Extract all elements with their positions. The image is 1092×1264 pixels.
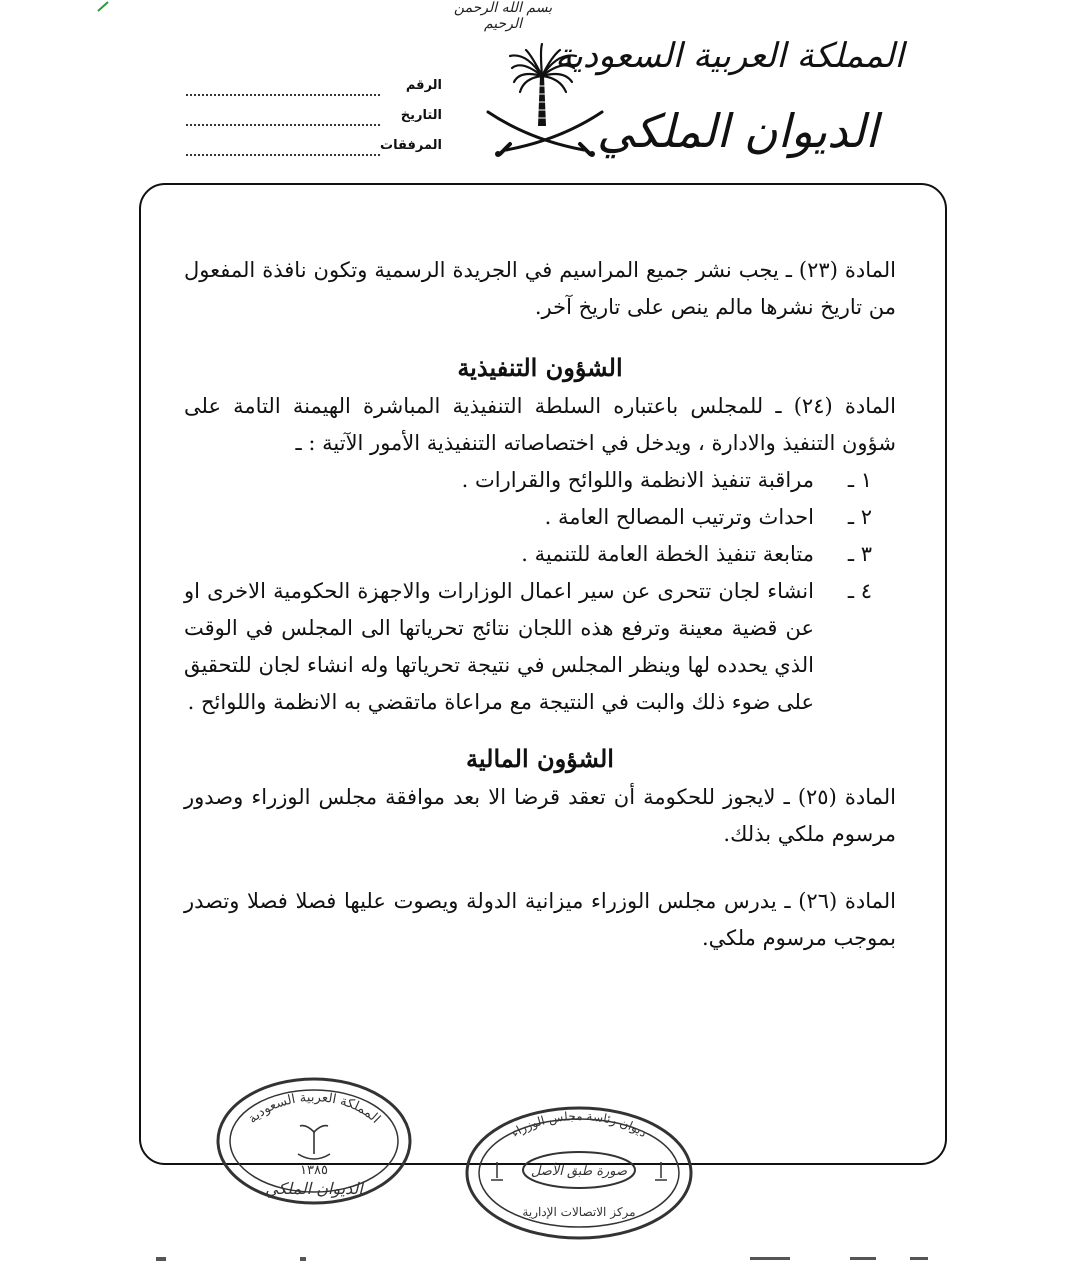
council-of-ministers-seal [463, 1104, 695, 1242]
date-label: التاريخ [400, 108, 442, 123]
article-24: المادة (٢٤) ـ للمجلس باعتباره السلطة التنفيذية المباشرة الهيمنة التامة على شؤون التنفيذ والادارة ، ويدخل في اختصاصاته التنفيذية الأمور الآتية : ـ [184, 394, 896, 455]
royal-court-name: الديوان الملكي [596, 104, 878, 158]
article-26: المادة (٢٦) ـ يدرس مجلس الوزراء ميزانية الدولة ويصوت عليها فصلا فصلا وتصدر بموجب مرسوم ملكي. [184, 889, 897, 950]
seal-bottom-text: مركز الاتصالات الإدارية [522, 1205, 636, 1219]
item-number: ٤ ـ [847, 579, 872, 603]
seal-center-text: صورة طبق الأصل [530, 1164, 628, 1179]
seal-bottom-text: الديوان الملكي [265, 1179, 363, 1198]
article-24-item-2 [184, 499, 896, 536]
item-number: ١ ـ [847, 468, 872, 492]
article-24-item-1 [184, 462, 896, 499]
date-field [186, 108, 442, 132]
attachments-label: المرفقات [380, 138, 442, 153]
financial-affairs-title: الشؤون المالية [466, 744, 614, 773]
kingdom-name: المملكة العربية السعودية [555, 36, 904, 76]
seal-year: ١٣٨٥ [300, 1163, 328, 1178]
reference-number-label: الرقم [405, 78, 442, 93]
svg-text:المملكة العربية السعودية [245, 1090, 383, 1127]
executive-affairs-title: الشؤون التنفيذية [457, 353, 623, 382]
seal-top-text: المملكة العربية السعودية [245, 1090, 383, 1127]
item-text: انشاء لجان تتحرى عن سير اعمال الوزارات والاجهزة الحكومية الاخرى او عن قضية معينة وترفع هذه اللجان نتائج تحرياتها الى المجلس في الوقت الذي يحدده لها وينظر المجلس في نتيجة تحرياتها وله انشاء لجان للتحقيق على ضوء ذلك والبت في النتيجة مع مراعاة ماتقضي به الانظمة واللوائح . [184, 579, 814, 714]
royal-court-seal [214, 1074, 414, 1208]
article-24-item-3 [184, 536, 896, 573]
reference-number-field [186, 78, 442, 102]
article-24-item-4 [184, 573, 896, 721]
seal-top-text: ديوان رئاسة مجلس الوزراء [508, 1109, 650, 1141]
palm-swords-emblem-icon [480, 38, 610, 160]
item-number: ٢ ـ [847, 505, 872, 529]
document-body [184, 252, 896, 957]
item-text: احداث وترتيب المصالح العامة . [544, 505, 814, 529]
basmala: بسم الله الرحمن الرحيم [453, 0, 553, 32]
cropped-footer-text [150, 1252, 950, 1262]
corner-mark [96, 0, 116, 12]
article-25: المادة (٢٥) ـ لايجوز للحكومة أن تعقد قرضا الا بعد موافقة مجلس الوزراء وصدور مرسوم ملكي بذلك. [184, 785, 896, 846]
dotted-line [186, 124, 380, 126]
dotted-line [186, 154, 380, 156]
item-text: متابعة تنفيذ الخطة العامة للتنمية . [521, 542, 814, 566]
item-number: ٣ ـ [847, 542, 872, 566]
article-23: المادة (٢٣) ـ يجب نشر جميع المراسيم في الجريدة الرسمية وتكون نافذة المفعول من تاريخ نشرها مالم ينص على تاريخ آخر. [184, 258, 896, 319]
attachments-field [186, 138, 442, 162]
dotted-line [186, 94, 380, 96]
item-text: مراقبة تنفيذ الانظمة واللوائح والقرارات . [461, 468, 814, 492]
